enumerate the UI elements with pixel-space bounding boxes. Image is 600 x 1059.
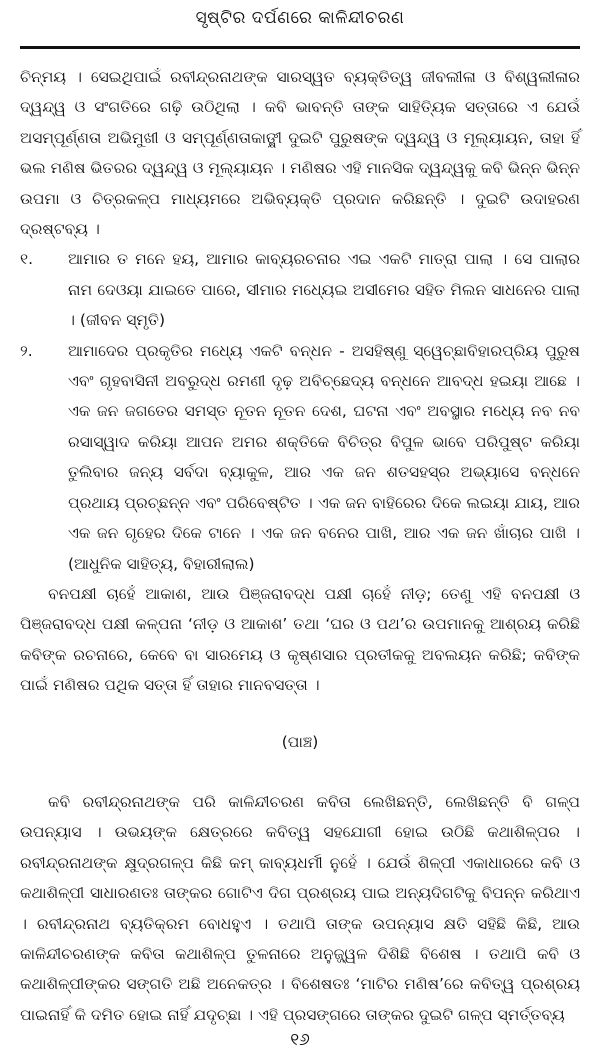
paragraph-commentary: ବନପକ୍ଷୀ ଚାହେଁ ଆକାଶ, ଆଉ ପିଞ୍ଜରାବଦ୍ଧ ପକ୍ଷୀ ଚାହେଁ ନୀଡ଼; ତେଣୁ ଏହି ବନପକ୍ଷୀ ଓ ପିଞ୍ଜରାବଦ୍ଧ ପକ୍ଷୀ କଳ୍ପନା ‘ନୀଡ଼ ଓ ଆକାଶ’ ତଥା ‘ଘର ଓ ପଥ’ର ଉପମାନକୁ ଆଶ୍ରୟ କରିଛି କବିଙ୍କ ରଚନାରେ, କେବେ ବା ସାରମେୟ ଓ କୃଷ୍ଣସାର ପ୍ରତୀକକୁ ଅବଲୟନ କରିଛି; କବିଙ୍କ ପାଇଁ ମଣିଷର ପଥିକ ସତ୍ତା ହିଁ ତାହାର ମାନବସତ୍ତା । (20, 584, 580, 695)
numbered-quote-1 (20, 244, 580, 335)
paragraph-section-five: କବି ରବୀନ୍ଦ୍ରନାଥଙ୍କ ପରି କାଳିନ୍ଦୀଚରଣ କବିତା ଲେଖିଛନ୍ତି, ଲେଖିଛନ୍ତି ବି ଗଳ୍ପ ଉପନ୍ୟାସ । ଉଭୟଙ୍କ କ୍ଷେତ୍ରରେ କବିତ୍ୱ ସହଯୋଗୀ ହୋଇ ଉଠିଛି କଥାଶିଳ୍ପର । ରବୀନ୍ଦ୍ରନାଥଙ୍କ କ୍ଷୁଦ୍ରଗଳ୍ପ କିଛି କମ୍ କାବ୍ୟଧର୍ମୀ ନୁହେଁ । ଯେଉଁ ଶିଳ୍ପୀ ଏକାଧାରରେ କବି ଓ କଥାଶିଳ୍ପୀ ସାଧାରଣତଃ ତାଙ୍କର ଗୋଟିଏ ଦିଗ ପ୍ରଶ୍ରୟ ପାଇ ଅନ୍ୟଦିଗଟିକୁ ବିପନ୍ନ କରିଥାଏ । ରବୀନ୍ଦ୍ରନାଥ ବ୍ୟତିକ୍ରମ ବୋଧହୁଏ । ତଥାପି ତାଙ୍କ ଉପନ୍ୟାସ କ୍ଷତି ସହିଛି କିଛି, ଆଉ କାଳିନ୍ଦୀଚରଣଙ୍କ କବିତା କଥାଶିଳ୍ପ ତୁଳନାରେ ଅନୁଜ୍ଜ୍ୱଳ ଦିଶିଛି ବିଶେଷ । ତଥାପି କବି ଓ କଥାଶିଳ୍ପୀଙ୍କର ସଙ୍ଗତି ଅଛି ଅନେକତ୍ର । ବିଶେଷତଃ ‘ମାଟିର ମଣିଷ’ରେ କବିତ୍ୱ ପ୍ରଶ୍ରୟ ପାଇନାହିଁ କି ଦମିତ ହୋଇ ନାହିଁ ଯଦୃଚ୍ଛା । ଏହି ପ୍ରସଙ୍ଗରେ ତାଙ୍କର ଦୁଇଟି ଗଳ୍ପ ସ୍ମର୍ତ୍ତବ୍ୟ (20, 792, 580, 1024)
paragraph-opening: ଚିନ୍ମୟ । ସେଇଥିପାଇଁ ରବୀନ୍ଦ୍ରନାଥଙ୍କ ସାରସ୍ୱତ ବ୍ୟକ୍ତିତ୍ୱ ଜୀବଲୀଳା ଓ ବିଶ୍ୱଲୀଳାର ଦ୍ୱନ୍ଦ୍ୱ ଓ ସଂଗତିରେ ଗଢ଼ି ଉଠିଥିଲା । କବି ଭାବନ୍ତି ତାଙ୍କ ସାହିତ୍ୟିକ ସତ୍ତାରେ ଏ ଯେଉଁ ଅସମ୍ପୂର୍ଣ୍ଣତା ଅଭିମୁଖୀ ଓ ସମ୍ପୂର୍ଣ୍ଣତାକାଙ୍କ୍ଷୀ ଦୁଇଟି ପୁରୁଷଙ୍କ ଦ୍ୱନ୍ଦ୍ୱ ଓ ମୂଲ୍ୟାୟନ, ତାହା ହିଁ ଭଲ ମଣିଷ ଭିତରର ଦ୍ୱନ୍ଦ୍ୱ ଓ ମୂଲ୍ୟାୟନ । ମଣିଷର ଏହି ମାନସିକ ଦ୍ୱନ୍ଦ୍ୱକୁ କବି ଭିନ୍ନ ଭିନ୍ନ ଉପମା ଓ ଚିତ୍ରକଳ୍ପ ମାଧ୍ୟମରେ ଅଭିବ୍ୟକ୍ତି ପ୍ରଦାନ କରିଛନ୍ତି । ଦୁଇଟି ଉଦାହରଣ ଦ୍ରଷ୍ଟବ୍ୟ । (20, 68, 580, 239)
body-text (20, 62, 580, 1030)
quote-1-number: ୧. (20, 250, 34, 269)
quote-2-text: ଆମାଦେର ପ୍ରକୃତିର ମଧ୍ୟେ ଏକଟି ବନ୍ଧନ - ଅସହିଷ୍ଣୁ ସ୍ୱେଚ୍ଛାବିହାରପ୍ରିୟ ପୁରୁଷ ଏବଂ ଗୃହବାସିନୀ ଅବରୁଦ୍ଧ ରମଣୀ ଦୃଢ଼ ଅବିଚ୍ଛେଦ୍ୟ ବନ୍ଧନେ ଆବଦ୍ଧ ହଇୟା ଆଛେ । ଏକ ଜନ ଜଗତେର ସମସ୍ତ ନୂତନ ନୂତନ ଦେଶ, ଘଟନା ଏବଂ ଅବସ୍ଥାର ମଧ୍ୟେ ନବ ନବ ରସାସ୍ୱାଦ କରିୟା ଆପନ ଅମର ଶକ୍ତିକେ ବିଚିତ୍ର ବିପୁଳ ଭାବେ ପରିପୁଷ୍ଟ କରିୟା ତୁଲିବାର ଜନ୍ୟ ସର୍ବଦା ବ୍ୟାକୁଳ, ଆର ଏକ ଜନ ଶତସହସ୍ର ଅଭ୍ୟାସେ ବନ୍ଧନେ ପ୍ରଥାୟ ପ୍ରଚ୍ଛନ୍ନ ଏବଂ ପରିବେଷ୍ଟିତ । ଏକ ଜନ ବାହିରେର ଦିକେ ଲଇୟା ଯାୟ, ଆର ଏକ ଜନ ଗୃହେର ଦିକେ ଟାନେ । ଏକ ଜନ ବନେର ପାଖି, ଆର ଏକ ଜନ ଖାଁଚାର ପାଖି । (ଆଧୁନିକ ସାହିତ୍ୟ, ବିହାରୀଲାଲ) (68, 341, 580, 573)
quote-2-number: ୨. (20, 341, 33, 360)
quote-1-text: ଆମାର ତ ମନେ ହୟ, ଆମାର କାବ୍ୟରଚନାର ଏଇ ଏକଟି ମାତ୍ରା ପାଲା । ସେ ପାଲାର ନାମ ଦେଓୟା ଯାଇତେ ପାରେ, ସୀମାର ମଧ୍ୟେଇ ଅସୀମେର ସହିତ ମିଲନ ସାଧନେର ପାଲା । (ଜୀବନ ସ୍ମୃତି) (68, 250, 580, 330)
page-number: ୧୬ (290, 1030, 310, 1050)
header-rule (20, 46, 580, 49)
numbered-quote-2 (20, 336, 580, 579)
section-heading: (ପାଞ୍ଚ) (281, 732, 319, 751)
running-header: ସୃଷ୍ଟିର ଦର୍ପଣରେ କାଳିନ୍ଦୀଚରଣ (195, 8, 405, 28)
